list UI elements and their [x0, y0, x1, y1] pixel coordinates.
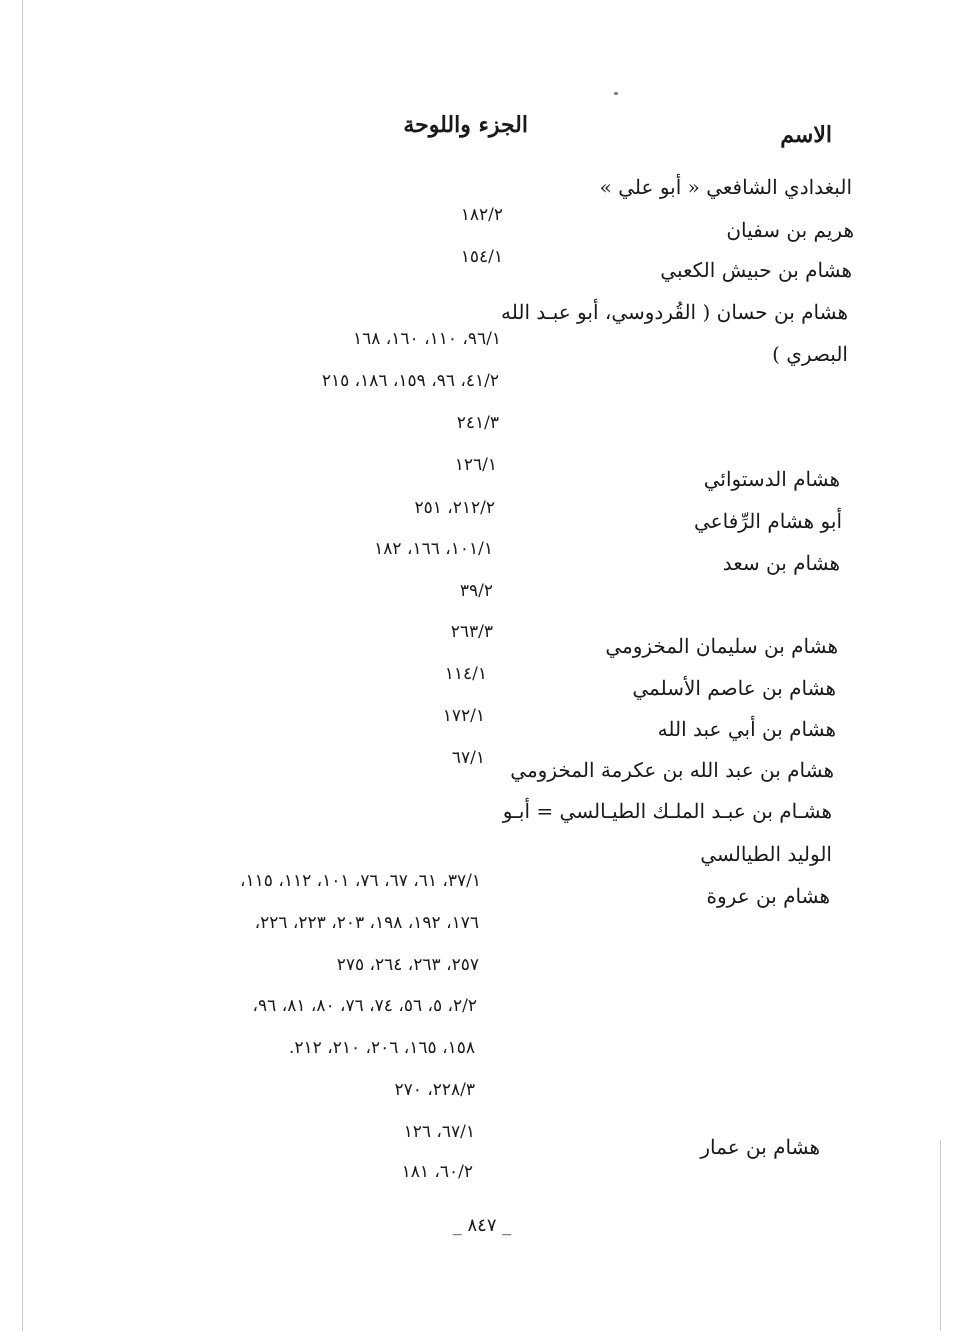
- entry-reference: ١٧٢/١: [442, 706, 485, 726]
- entry-reference: ٩٦/١، ١١٠، ١٦٠، ١٦٨: [352, 329, 501, 349]
- entry-reference: ٦٧/١: [451, 748, 485, 768]
- page-number: _ ٨٤٧ _: [452, 1215, 512, 1236]
- entry-reference: ١٢٦/١: [454, 455, 497, 475]
- entry-name: البغدادي الشافعي « أبو علي »: [599, 175, 852, 199]
- column-header-name: الاسم: [780, 122, 832, 148]
- entry-reference: ١٧٦، ١٩٢، ١٩٨، ٢٠٣، ٢٢٣، ٢٢٦،: [254, 913, 479, 933]
- entry-reference: ٢٤١/٣: [456, 413, 499, 433]
- entry-name: هشام بن عاصم الأسلمي: [632, 676, 836, 700]
- entry-reference: ٢٢٨/٣، ٢٧٠: [394, 1080, 475, 1100]
- entry-name: هشام بن عمار: [700, 1135, 820, 1159]
- entry-reference: ٢/٢، ٥، ٥٦، ٧٤، ٧٦، ٨٠، ٨١، ٩٦،: [252, 996, 477, 1016]
- column-header-volume-plate: الجزء واللوحة: [403, 112, 528, 138]
- entry-name: هشـام بن عبـد الملـك الطيـالسي = أبـو: [502, 799, 832, 823]
- entry-reference: ٢٦٣/٣: [450, 622, 493, 642]
- entry-reference: ١٨٢/٢: [460, 205, 503, 225]
- entry-name: هشام بن عروة: [706, 884, 830, 908]
- entry-reference: ٣٩/٢: [459, 581, 493, 601]
- scan-edge-line: [940, 1140, 941, 1331]
- entry-reference: ٦٠/٢، ١٨١: [401, 1162, 473, 1182]
- entry-reference: ١٥٨، ١٦٥، ٢٠٦، ٢١٠، ٢١٢.: [289, 1038, 475, 1058]
- entry-name: هريم بن سفيان: [726, 218, 854, 242]
- entry-reference: ٦٧/١، ١٢٦: [403, 1122, 475, 1142]
- entry-name: هشام بن حسان ( القُردوسي، أبو عبـد الله: [501, 300, 848, 324]
- entry-name: هشام بن حبيش الكعبي: [660, 258, 852, 282]
- entry-name: الوليد الطيالسي: [700, 842, 832, 866]
- scan-speck: [614, 92, 618, 95]
- entry-reference: ٤١/٢، ٩٦، ١٥٩، ١٨٦، ٢١٥: [321, 371, 499, 391]
- entry-reference: ١١٤/١: [444, 664, 487, 684]
- entry-name: هشام بن سليمان المخزومي: [605, 634, 838, 658]
- entry-reference: ٢١٢/٢، ٢٥١: [414, 498, 495, 518]
- entry-name: هشام بن أبي عبد الله: [657, 717, 836, 741]
- entry-reference: ٣٧/١، ٦١، ٦٧، ٧٦، ١٠١، ١١٢، ١١٥،: [240, 871, 481, 891]
- entry-name: هشام بن سعد: [722, 551, 840, 575]
- entry-name: أبو هشام الرِّفاعي: [694, 509, 842, 533]
- entry-reference: ٢٥٧، ٢٦٣، ٢٦٤، ٢٧٥: [336, 955, 479, 975]
- entry-name: البصري ): [772, 342, 848, 366]
- entry-name: هشام الدستوائي: [703, 467, 840, 491]
- scan-edge-line: [22, 0, 23, 1331]
- entry-reference: ١٠١/١، ١٦٦، ١٨٢: [374, 539, 493, 559]
- entry-name: هشام بن عبد الله بن عكرمة المخزومي: [510, 758, 834, 782]
- entry-reference: ١٥٤/١: [460, 247, 503, 267]
